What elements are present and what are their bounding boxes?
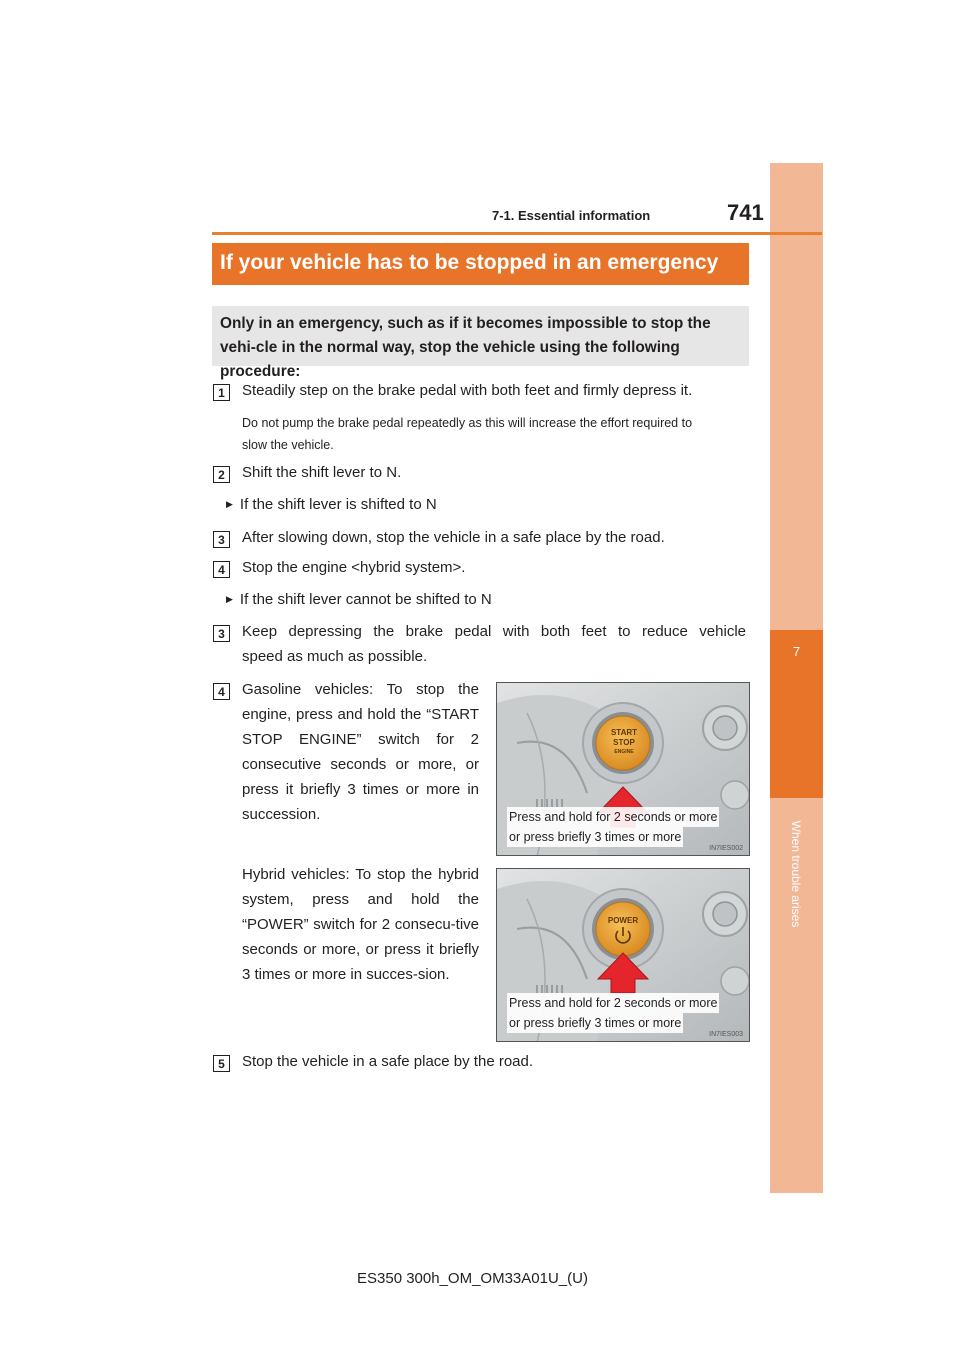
- page-number: 741: [727, 200, 764, 225]
- start-stop-image-code: IN7IES002: [709, 845, 743, 852]
- header-rule: [212, 232, 822, 235]
- step-4a-text: Stop the engine <hybrid system>.: [242, 559, 466, 576]
- step-3b-line2: speed as much as possible.: [242, 648, 428, 665]
- button-label-start: START: [610, 728, 638, 737]
- intro-box: [212, 306, 749, 380]
- step-marker-5: 5: [213, 1055, 230, 1072]
- button-label-power: POWER: [607, 916, 639, 925]
- step-marker-3b: 3: [213, 625, 230, 642]
- chapter-label: When trouble arises: [789, 820, 803, 928]
- chapter-label-box: [783, 804, 809, 944]
- button-label-engine: ENGINE: [614, 749, 634, 755]
- step-3a-text: After slowing down, stop the vehicle in a safe place by the road.: [242, 529, 665, 546]
- chapter-number: 7: [792, 644, 801, 659]
- step-marker-4b: 4: [213, 683, 230, 700]
- step-4b-gasoline-text: Gasoline vehicles: To stop the engine, press and hold the “START STOP ENGINE” switch for 2 consecutive seconds or more, or press it briefly 3 times or more in succession.: [242, 681, 479, 823]
- start-stop-caption-line2: or press briefly 3 times or more: [507, 827, 683, 847]
- step-3b-line1: Keep depressing the brake pedal with both feet to reduce vehicle: [242, 623, 746, 640]
- step-1-note-line2: slow the vehicle.: [242, 438, 334, 452]
- step-marker-1: 1: [213, 384, 230, 401]
- step-1-text: Steadily step on the brake pedal with both feet and firmly depress it.: [242, 382, 693, 399]
- step-5-text: Stop the vehicle in a safe place by the road.: [242, 1053, 534, 1070]
- button-label-stop: STOP: [613, 738, 635, 747]
- step-marker-4a: 4: [213, 561, 230, 578]
- title-bar: [212, 243, 749, 285]
- branch-cannot-shift-to-n: ▶ If the shift lever cannot be shifted to N: [226, 591, 492, 608]
- start-stop-caption-line1: Press and hold for 2 seconds or more: [507, 807, 719, 827]
- section-header: 7-1. Essential information: [492, 208, 651, 223]
- branch-shifted-to-n: ▶ If the shift lever is shifted to N: [226, 496, 437, 513]
- power-switch-illustration: [496, 868, 750, 1042]
- step-marker-3a: 3: [213, 531, 230, 548]
- step-4b-hybrid-text: Hybrid vehicles: To stop the hybrid system, press and hold the “POWER” switch for 2 consecu-tive seconds or more, or press it briefly 3 times or more in succes-sion.: [242, 866, 479, 983]
- step-marker-2: 2: [213, 466, 230, 483]
- start-stop-engine-illustration: [496, 682, 750, 856]
- power-caption-line2: or press briefly 3 times or more: [507, 1013, 683, 1033]
- power-image-code: IN7IES003: [709, 1031, 743, 1038]
- intro-text: Only in an emergency, such as if it becomes impossible to stop the vehi-cle in the normal way, stop the vehicle using the following procedure:: [220, 315, 711, 380]
- power-caption-line1: Press and hold for 2 seconds or more: [507, 993, 719, 1013]
- step-2-text: Shift the shift lever to N.: [242, 464, 402, 481]
- chapter-number-tab: [770, 630, 823, 798]
- page-title: If your vehicle has to be stopped in an emergency: [220, 251, 719, 274]
- document-code-footer: ES350 300h_OM_OM33A01U_(U): [357, 1270, 588, 1287]
- step-1-note-line1: Do not pump the brake pedal repeatedly as this will increase the effort required to: [242, 416, 693, 430]
